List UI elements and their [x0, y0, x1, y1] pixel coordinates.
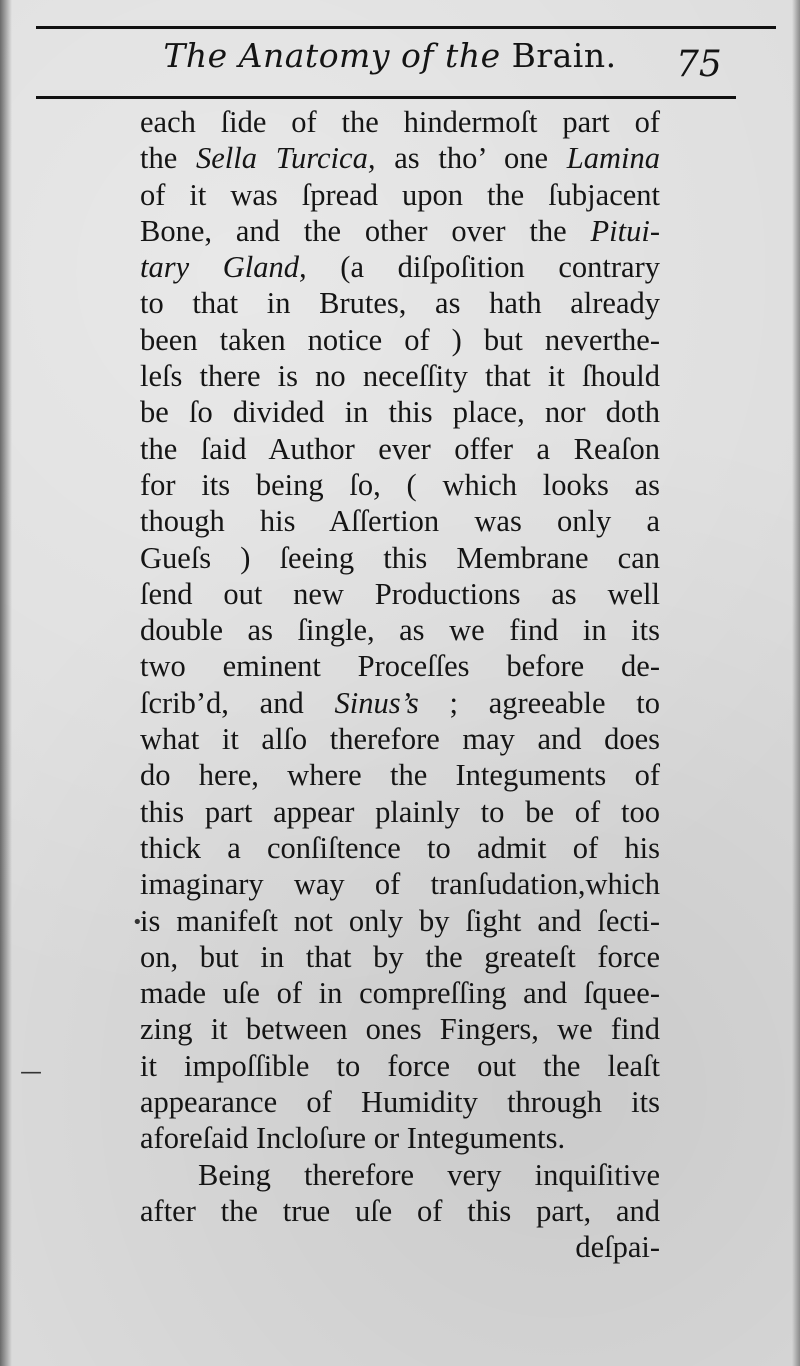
margin-dash-mark: — [20, 1060, 42, 1085]
header-bottom-rule [36, 96, 736, 99]
text-line [140, 794, 660, 830]
text-segment: do here, where the Integuments of [140, 758, 660, 793]
text-line [140, 1011, 660, 1047]
text-line [140, 394, 660, 430]
text-segment: after the true uſe of this part, and [140, 1193, 660, 1228]
text-segment: Gueſs ) ſeeing this Membrane can [140, 540, 660, 575]
text-line [140, 1120, 660, 1156]
text-segment: to that in Brutes, as hath already [140, 286, 660, 321]
text-line [140, 757, 660, 793]
text-segment: it impoſſible to force out the leaſt [140, 1048, 660, 1083]
text-segment: appearance of Humidity through its [140, 1085, 660, 1120]
page-number: 75 [676, 44, 722, 85]
text-line [140, 866, 660, 902]
text-segment: be ſo divided in this place, nor doth [140, 395, 660, 430]
text-segment: thick a conſiſtence to admit of his [140, 830, 660, 865]
text-line [140, 939, 660, 975]
text-segment: what it alſo therefore may and does [140, 722, 660, 757]
text-line [140, 104, 660, 140]
text-segment: Being therefore very inquiſitive [198, 1157, 660, 1192]
body-text [140, 104, 660, 1266]
italic-text-segment: tary Gland, [140, 250, 307, 285]
text-line [140, 903, 660, 939]
italic-text-segment: Lamina [566, 141, 660, 176]
text-segment: been taken notice of ) but neverthe- [140, 322, 660, 357]
text-segment: for its being ſo, ( which looks as [140, 467, 660, 502]
text-line [140, 177, 660, 213]
text-line [140, 721, 660, 757]
text-line [140, 140, 660, 176]
text-line [140, 249, 660, 285]
text-line [140, 358, 660, 394]
text-line [140, 285, 660, 321]
text-segment: made uſe of in compreſſing and ſquee- [140, 976, 660, 1011]
text-segment: double as ſingle, as we find in its [140, 613, 660, 648]
italic-text-segment: Sinus’s [334, 685, 419, 720]
text-segment: deſpai- [575, 1230, 660, 1265]
text-segment: two eminent Proceſſes before de- [140, 649, 660, 684]
text-segment: each ſide of the hindermoſt part of [140, 105, 660, 139]
text-segment: ; agreeable to [418, 685, 661, 720]
page-edge-shadow [792, 0, 800, 1366]
text-line [140, 1084, 660, 1120]
text-segment: the [140, 141, 197, 176]
text-line [140, 576, 660, 612]
text-segment: (a diſpoſition contrary [306, 250, 660, 285]
text-line [140, 1157, 660, 1193]
text-line [140, 467, 660, 503]
text-line [140, 648, 660, 684]
page-gutter-shadow [0, 0, 12, 1366]
text-segment: aforeſaid Incloſure or Integuments. [140, 1121, 566, 1156]
italic-text-segment: Pitui- [590, 213, 660, 248]
text-line [140, 685, 660, 721]
text-segment: ſend out new Productions as well [140, 576, 660, 611]
text-line [140, 431, 660, 467]
text-segment: as tho’ one [375, 141, 567, 176]
header-top-rule [36, 26, 776, 29]
text-segment: on, but in that by the greateſt force [140, 939, 660, 974]
text-segment: this part appear plainly to be of too [140, 794, 660, 829]
text-segment: though his Aſſertion was only a [140, 504, 660, 539]
running-head [140, 36, 640, 75]
text-line [140, 322, 660, 358]
text-line [140, 612, 660, 648]
text-line [140, 213, 660, 249]
text-segment: the ſaid Author ever offer a Reaſon [140, 431, 660, 466]
text-line [140, 503, 660, 539]
text-line [140, 1048, 660, 1084]
margin-bullet-mark: • [132, 912, 143, 933]
text-segment: ſcrib’d, and [140, 685, 335, 720]
running-head-roman: Brain. [511, 36, 617, 75]
text-line [140, 975, 660, 1011]
text-segment: imaginary way of tranſudation,which [140, 867, 660, 902]
text-line [140, 1229, 660, 1265]
text-segment: Bone, and the other over the [140, 213, 591, 248]
text-line [140, 830, 660, 866]
italic-text-segment: Sella Turcica, [196, 141, 376, 176]
text-line [140, 540, 660, 576]
running-head-italic: The Anatomy of the [163, 36, 501, 75]
text-segment: of it was ſpread upon the ſubjacent [140, 177, 660, 212]
text-line [140, 1193, 660, 1229]
text-segment: leſs there is no neceſſity that it ſhould [140, 359, 660, 394]
text-segment: zing it between ones Fingers, we find [140, 1012, 660, 1047]
text-segment: is manifeſt not only by ſight and ſecti- [140, 903, 660, 938]
